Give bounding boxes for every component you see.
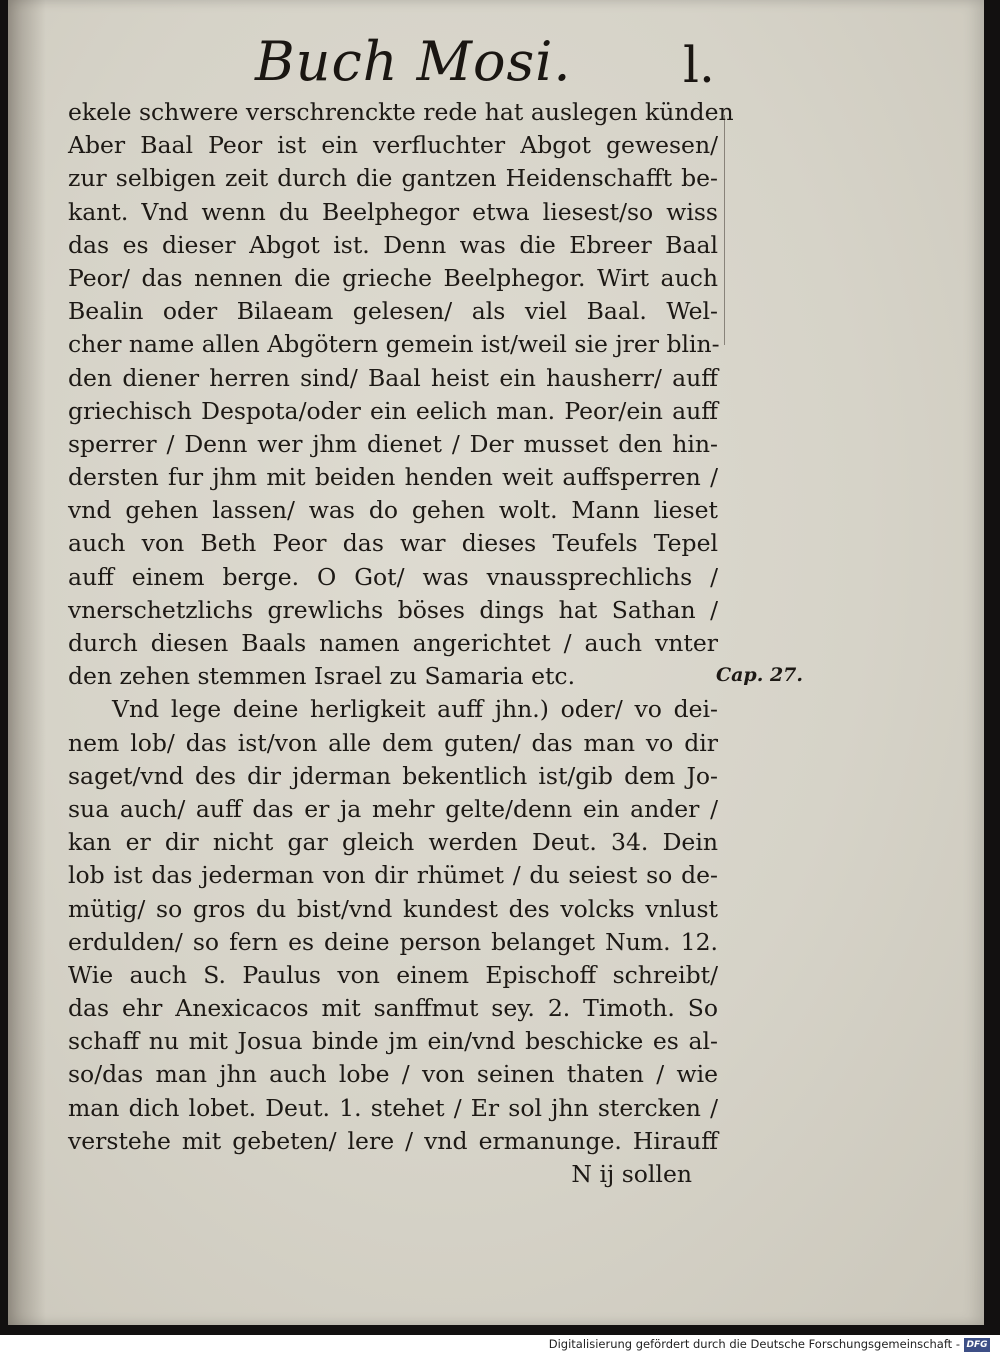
text-line: man dich lobet. Deut. 1. stehet / Er sol jhn stercken / (68, 1093, 718, 1122)
text-line: zur selbigen zeit durch die gantzen Heidenschafft be- (68, 164, 718, 193)
margin-note: Cap. 27. (716, 664, 804, 686)
text-line: den zehen stemmen Israel zu Samaria etc. (68, 662, 576, 691)
text-line: Vnd lege deine herligkeit auff jhn.) oder/ vo dei- (112, 695, 718, 724)
text-line: das es dieser Abgot ist. Denn was die Ebreer Baal (68, 230, 718, 259)
text-line: den diener herren sind/ Baal heist ein hausherr/ auff (68, 363, 718, 392)
text-line: kant. Vnd wenn du Beelphegor etwa liesest/so wiss (68, 197, 718, 226)
body-text (68, 96, 734, 1191)
text-line: griechisch Despota/oder ein eelich man. Peor/ein auff (68, 396, 718, 425)
text-line: Peor/ das nennen die grieche Beelphegor. Wirt auch (68, 263, 718, 292)
text-line: mütig/ so gros du bist/vnd kundest des volcks vnlust (68, 894, 718, 923)
page-gutter-shadow (8, 0, 46, 1325)
text-line: das ehr Anexicacos mit sanffmut sey. 2. Timoth. So (68, 994, 718, 1023)
catchword: N ij sollen (571, 1160, 692, 1188)
text-line: sperrer / Denn wer jhm dienet / Der musset den hin- (68, 429, 718, 458)
running-title: Buch Mosi. (255, 30, 572, 93)
text-line: vnerschetzlichs grewlichs böses dings hat Sathan / (68, 595, 718, 624)
text-line: Wie auch S. Paulus von einem Epischoff schreibt/ (68, 960, 718, 989)
text-line: ekele schwere verschrenckte rede hat auslegen künden (68, 98, 734, 126)
text-line: durch diesen Baals namen angerichtet / auch vnter (68, 629, 718, 657)
text-line: erdulden/ so fern es deine person belanget Num. 12. (68, 927, 718, 956)
text-line: so/das man jhn auch lobe / von seinen thaten / wie (68, 1060, 718, 1089)
text-line: saget/vnd des dir jderman bekentlich ist/gib dem Jo- (68, 761, 718, 790)
text-line: cher name allen Abgötern gemein ist/weil sie jrer blin- (68, 330, 720, 359)
text-line: kan er dir nicht gar gleich werden Deut. 34. Dein (68, 828, 718, 857)
text-line: Aber Baal Peor ist ein verfluchter Abgot gewesen/ (68, 131, 718, 160)
text-line: dersten fur jhm mit beiden henden weit auffsperren / (68, 463, 718, 492)
text-line: schaff nu mit Josua binde jm ein/vnd beschicke es al- (68, 1027, 718, 1056)
dfg-logo-icon: DFG (964, 1338, 990, 1352)
text-line: lob ist das jederman von dir rhümet / du seiest so de- (68, 861, 718, 890)
text-line: auff einem berge. O Got/ was vnaussprechlichs / (68, 562, 718, 591)
folio-number: l. (683, 36, 715, 94)
text-line: verstehe mit gebeten/ lere / vnd ermanunge. Hirauff (68, 1126, 718, 1155)
footer-credit: Digitalisierung gefördert durch die Deutsche Forschungsgemeinschaft - (548, 1337, 960, 1351)
text-line: Bealin oder Bilaeam gelesen/ als viel Baal. Wel- (68, 297, 718, 326)
text-line: sua auch/ auff das er ja mehr gelte/denn ein ander / (68, 794, 718, 823)
text-line: auch von Beth Peor das war dieses Teufels Tepel (68, 529, 718, 558)
text-line: nem lob/ das ist/von alle dem guten/ das man vo dir (68, 728, 718, 757)
text-line: vnd gehen lassen/ was do gehen wolt. Mann lieset (68, 496, 718, 525)
